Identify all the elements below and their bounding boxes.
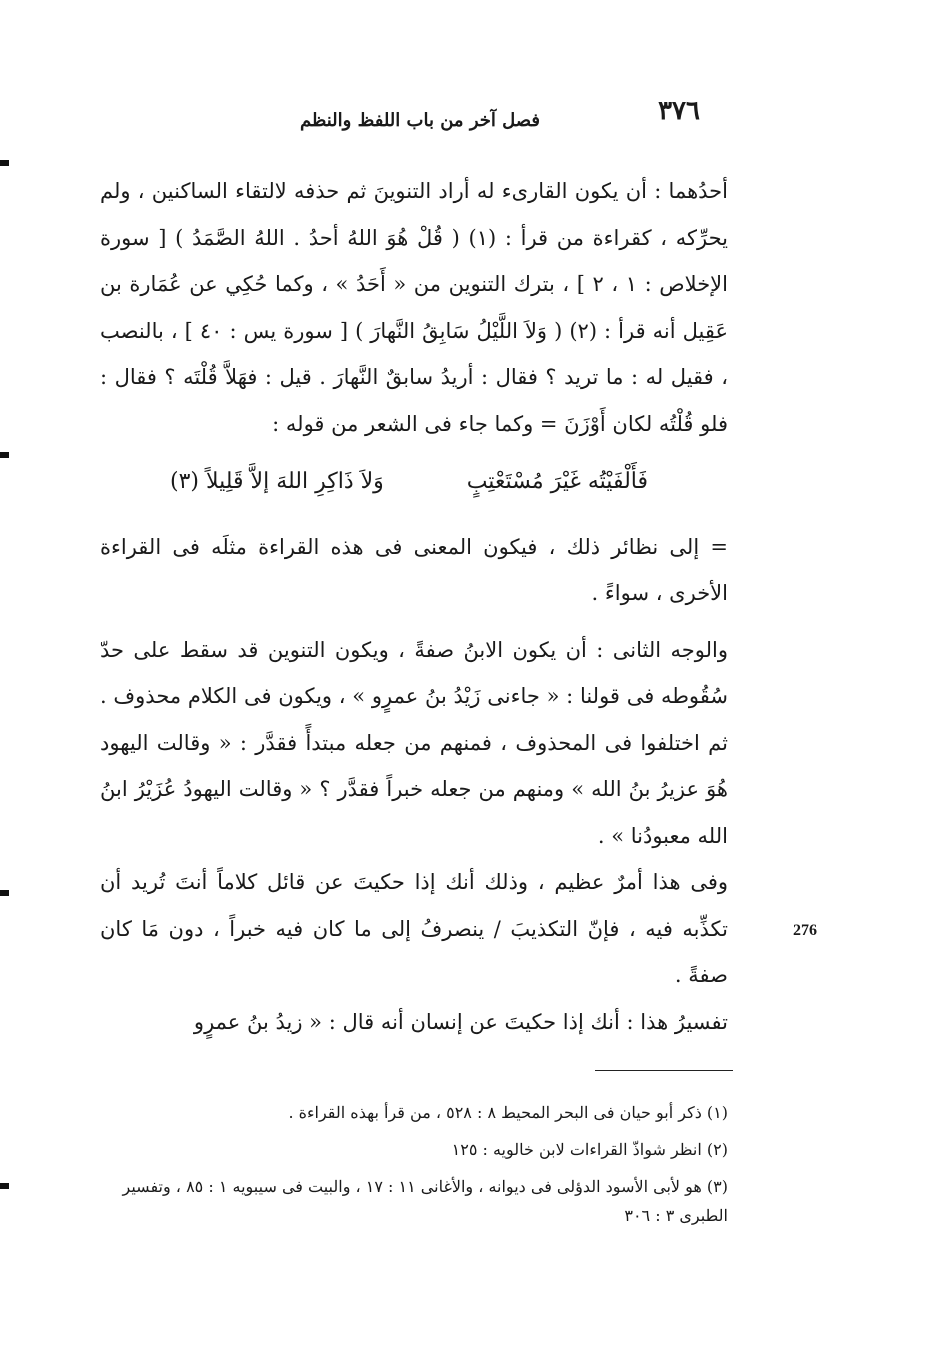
footnote-3: (٣) هو لأبى الأسود الدؤلى فى ديوانه ، والأغانى ١١ : ١٧ ، والبيت فى سيبويه ١ : ٨٥ ، وتفسير الطبرى ٣ : ٣٠٦ [122, 1177, 728, 1225]
main-text [100, 168, 728, 1045]
verse-second-hemistich: وَلاَ ذَاكِرِ اللهَ إلاَّ قَلِيلاً (٣) [170, 469, 384, 494]
footnote-1: (١) ذكر أبو حيان فى البحر المحيط ٨ : ٥٢٨ ، من قرأ بهذه القراءة . [288, 1103, 728, 1122]
page-header [300, 96, 700, 136]
footnotes [100, 1098, 728, 1230]
scan-edge-mark [0, 1183, 9, 1189]
poetry-verse [100, 459, 728, 506]
scan-edge-mark [0, 890, 9, 896]
running-title: فصل آخر من باب اللفظ والنظم [300, 110, 541, 131]
paragraph-1: أحدُهما : أن يكون القارىء له أراد التنوينَ ثم حذفه لالتقاء الساكنين ، ولم يحرِّكه ، كقراءة من قرأ : (١) ( قُلْ هُوَ اللهُ أحدُ . اللهُ الصَّمَدُ ) [ سورة الإخلاص : ١ ، ٢ ] ، بترك التنوين من « أَحَدُ » ، وكما حُكِي عن عُمَارة بن عَقِيل أنه قرأ : (٢) ( وَلاَ اللَّيْلُ سَابِقُ النَّهارَ ) [ سورة يس : ٤٠ ] ، بالنصب ، فقيل له : ما تريد ؟ فقال : أريدُ سابقٌ النَّهارَ . قيل : فهَلاَّ قُلْتَه ؟ فقال : فلو قُلْتُه لكان أَوْزَنَ = وكما جاء فى الشعر من قوله : [100, 179, 728, 436]
margin-page-number: 276 [793, 922, 817, 939]
scan-edge-mark [0, 452, 9, 458]
scan-edge-mark [0, 160, 9, 166]
paragraph-4: وفى هذا أمرٌ عظيم ، وذلك أنك إذا حكيتَ عن قائل كلاماً أنتَ تُريد أن تكذِّبه فيه ، فإنّ التكذيبَ / ينصرفُ إلى ما كان فيه خبراً ، دون مَا كان صفةً . [100, 870, 728, 987]
footnote-separator [595, 1070, 733, 1071]
footnote-2: (٢) انظر شواذّ القراءات لابن خالويه : ١٢٥ [451, 1140, 728, 1159]
paragraph-3: والوجه الثانى : أن يكون الابنُ صفةً ، ويكون التنوين قد سقط على حدّ سُقُوطه فى قولنا : « جاءنى زَيْدُ بنُ عمرٍو » ، ويكون فى الكلام محذوف . ثم اختلفوا فى المحذوف ، فمنهم من جعله مبتدأً فقدَّر : « وقالت اليهود هُوَ عزيرُ بنُ الله » ومنهم من جعله خبراً فقدَّر ؟ « وقالت اليهودُ عُزَيْرُ ابنُ الله معبودُنا » . [100, 637, 728, 848]
page-number: ٣٧٦ [658, 96, 700, 126]
paragraph-5: تفسيرُ هذا : أنك إذا حكيتَ عن إنسان أنه قال : « زيدُ بنُ عمرٍو [193, 1009, 728, 1034]
paragraph-2: = إلى نظائر ذلك ، فيكون المعنى فى هذه القراءة مثلَه فى القراءة الأخرى ، سواءً . [100, 534, 728, 605]
verse-first-hemistich: فَأَلْفَيْتُه غَيْرَ مُسْتَعْتِبٍ [466, 469, 648, 494]
